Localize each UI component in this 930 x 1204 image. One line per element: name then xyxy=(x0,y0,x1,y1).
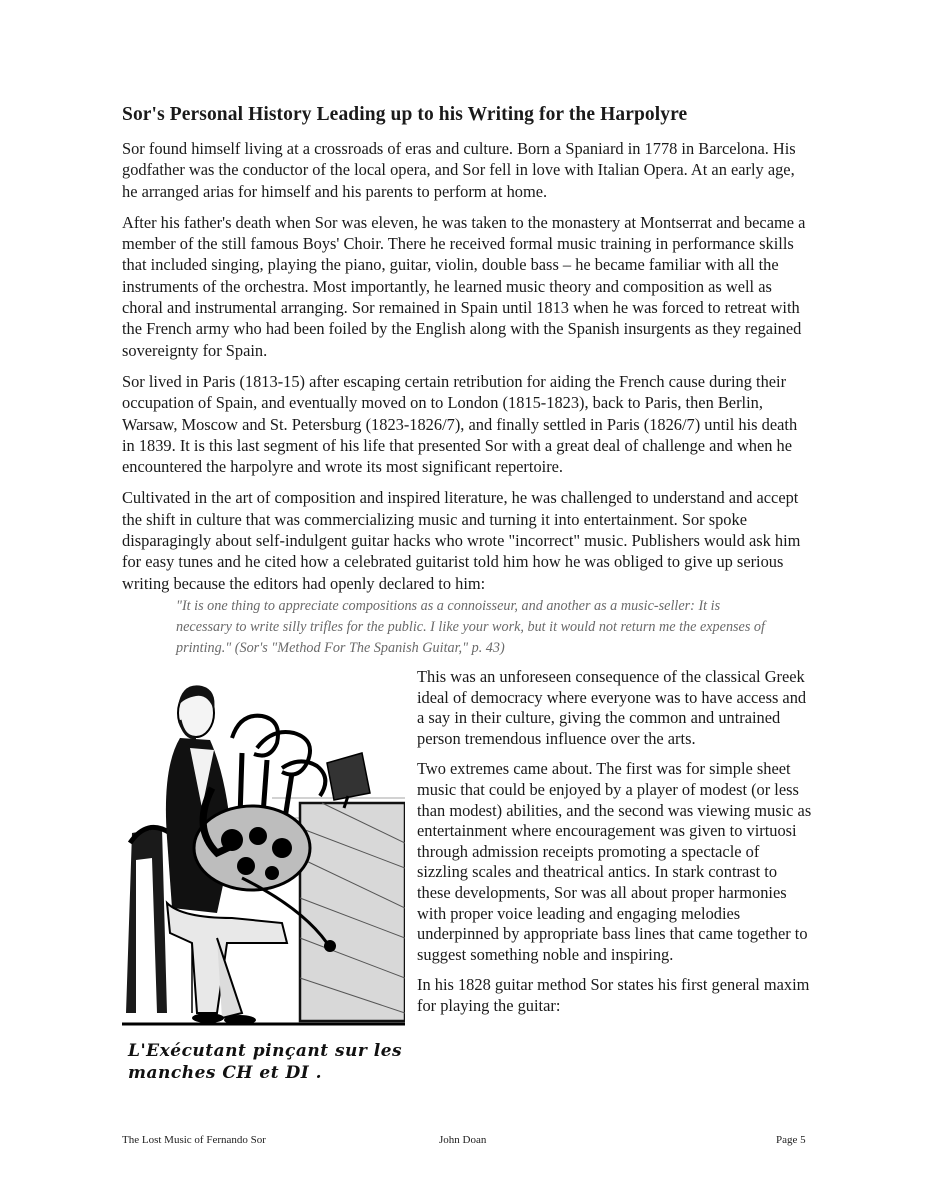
paragraph-montserrat: After his father's death when Sor was eleven, he was taken to the monastery at Montserrat and became a member of the still famous Boys' Choir. There he received formal music training in performance skills that included singing, playing the piano, guitar, violin, double bass – he became familiar with all the instruments of the orchestra. Most importantly, he learned music theory and composition as well as choral and instrumental arranging. Sor remained in Spain until 1813 when he was forced to retreat with the French army who had been foiled by the English along with the Spanish insurgents as they regained sovereignty for Spain. xyxy=(122,212,806,360)
footer-book-title: The Lost Music of Fernando Sor xyxy=(122,1134,266,1146)
paragraph-maxim: In his 1828 guitar method Sor states his first general maxim for playing the guitar: xyxy=(417,975,810,1015)
body-text xyxy=(122,138,812,604)
paragraph-two-extremes: Two extremes came about. The first was for simple sheet music that could be enjoyed by a player of modest (or less than modest) abilities, and the second was viewing music as entertainment where encouragement was given to virtuosi through admission receipts promoting a spectacle of sizzling scales and theatrical antics. In stark contrast to these developments, Sor was all about proper harmonies with proper voice leading and engaging melodies underpinned by appropriate bass lines that came together to suggest something noble and inspiring. xyxy=(417,759,812,964)
block-quote: "It is one thing to appreciate compositions as a connoisseur, and another as a music-seller: It is necessary to write silly trifles for the public. I like your work, but it would not return me the expenses of printing." (Sor's "Method For The Spanish Guitar," p. 43) xyxy=(176,598,765,656)
figure-caption: L'Exécutant pinçant sur les manches CH et DI . xyxy=(128,1041,403,1083)
paragraph-travels: Sor lived in Paris (1813-15) after escaping certain retribution for aiding the French cause during their occupation of Spain, and eventually moved on to London (1815-1823), back to Paris, then Berlin, Warsaw, Moscow and St. Petersburg (1823-1826/7), and finally settled in Paris (1826/7) until his death in 1839. It is this last segment of his life that presented Sor with a great deal of challenge and when he encountered the harpolyre and wrote its most significant repertoire. xyxy=(122,371,798,477)
footer-page-number: Page 5 xyxy=(776,1134,806,1146)
right-column-text xyxy=(417,667,812,1027)
paragraph-culture-shift: Cultivated in the art of composition and inspired literature, he was challenged to understand and accept the shift in culture that was commercializing music and turning it into entertainment. Sor spoke disparagingly about self-indulgent guitar hacks who wrote "incorrect" music. Publishers would ask him for easy tunes and he cited how a celebrated guitarist told him how he was obliged to give up serious writing because the editors had openly declared to him: xyxy=(122,488,801,593)
paragraph-democracy: This was an unforeseen consequence of the classical Greek ideal of democracy where everyone was to have access and a say in their culture, giving the common and untrained person tremendous influence over the arts. xyxy=(417,667,807,748)
engraving-image xyxy=(122,668,405,1036)
paragraph-early-life: Sor found himself living at a crossroads of eras and culture. Born a Spaniard in 1778 in Barcelona. His godfather was the conductor of the local opera, and Sor fell in love with Italian Opera. At an early age, he arranged arias for himself and his parents to perform at home. xyxy=(122,139,796,201)
footer-author: John Doan xyxy=(439,1134,487,1146)
harpolyre-illustration xyxy=(122,668,405,1088)
section-heading: Sor's Personal History Leading up to his Writing for the Harpolyre xyxy=(122,104,688,125)
